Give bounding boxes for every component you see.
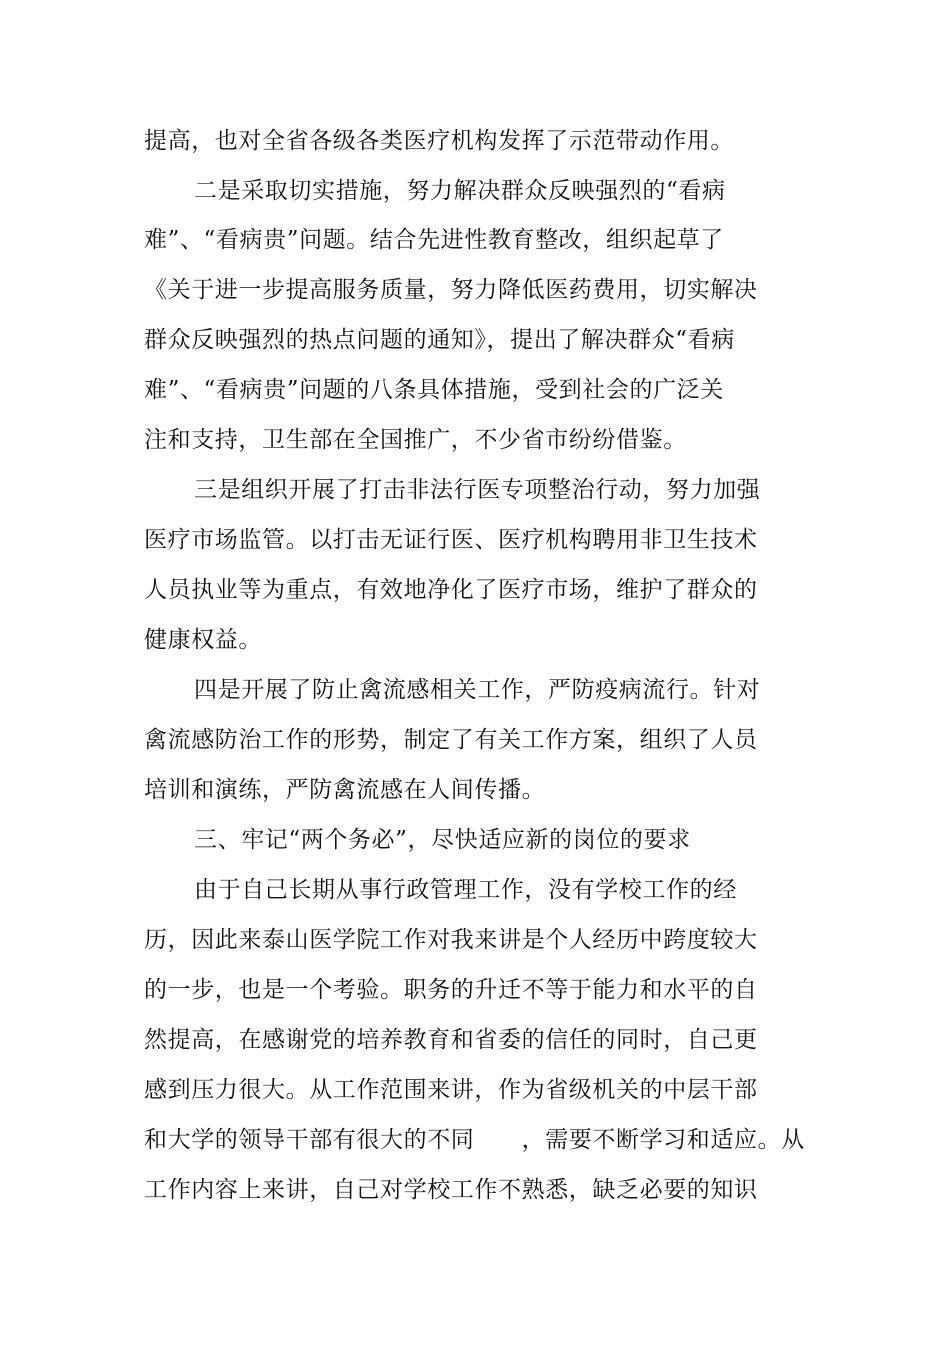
body-text-line: 《关于进一步提高服务质量，努力降低医药费用，切实解决 <box>144 277 758 303</box>
body-text-line: 注和支持，卫生部在全国推广，不少省市纷纷借鉴。 <box>144 427 687 453</box>
body-text-line: 历，因此来泰山医学院工作对我来讲是个人经历中跨度较大 <box>144 927 758 953</box>
body-text-line: 禽流感防治工作的形势，制定了有关工作方案，组织了人员 <box>144 727 758 753</box>
body-text-line: 和大学的领导干部有很大的不同 ，需要不断学习和适应。从 <box>144 1127 805 1153</box>
body-text-line: 人员执业等为重点，有效地净化了医疗市场，维护了群众的 <box>144 577 758 603</box>
body-text-line: 的一步，也是一个考验。职务的升迁不等于能力和水平的自 <box>144 977 758 1003</box>
body-text-line: 然提高，在感谢党的培养教育和省委的信任的同时，自己更 <box>144 1027 758 1053</box>
body-text-line: 难”、“看病贵”问题的八条具体措施，受到社会的广泛关 <box>144 377 724 403</box>
body-text-line: 工作内容上来讲，自己对学校工作不熟悉，缺乏必要的知识 <box>144 1177 758 1203</box>
paragraph-first-line: 二是采取切实措施，努力解决群众反映强烈的“看病 <box>194 178 726 204</box>
paragraph-first-line: 由于自己长期从事行政管理工作，没有学校工作的经 <box>194 877 737 903</box>
body-text-line: 感到压力很大。从工作范围来讲，作为省级机关的中层干部 <box>144 1077 758 1103</box>
section-heading: 三、牢记“两个务必”，尽快适应新的岗位的要求 <box>194 827 691 853</box>
body-text-line: 培训和演练，严防禽流感在人间传播。 <box>144 777 546 803</box>
body-text-line: 提高，也对全省各级各类医疗机构发挥了示范带动作用。 <box>144 128 734 154</box>
body-text-line: 难”、“看病贵”问题。结合先进性教育整改，组织起草了 <box>144 227 724 253</box>
body-text-line: 群众反映强烈的热点问题的通知》，提出了解决群众“看病 <box>144 327 735 353</box>
body-text-line: 医疗市场监管。以打击无证行医、医疗机构聘用非卫生技术 <box>144 527 758 553</box>
body-text-line: 健康权益。 <box>144 627 262 653</box>
paragraph-first-line: 四是开展了防止禽流感相关工作，严防疫病流行。针对 <box>194 677 761 703</box>
paragraph-first-line: 三是组织开展了打击非法行医专项整治行动，努力加强 <box>194 477 761 503</box>
